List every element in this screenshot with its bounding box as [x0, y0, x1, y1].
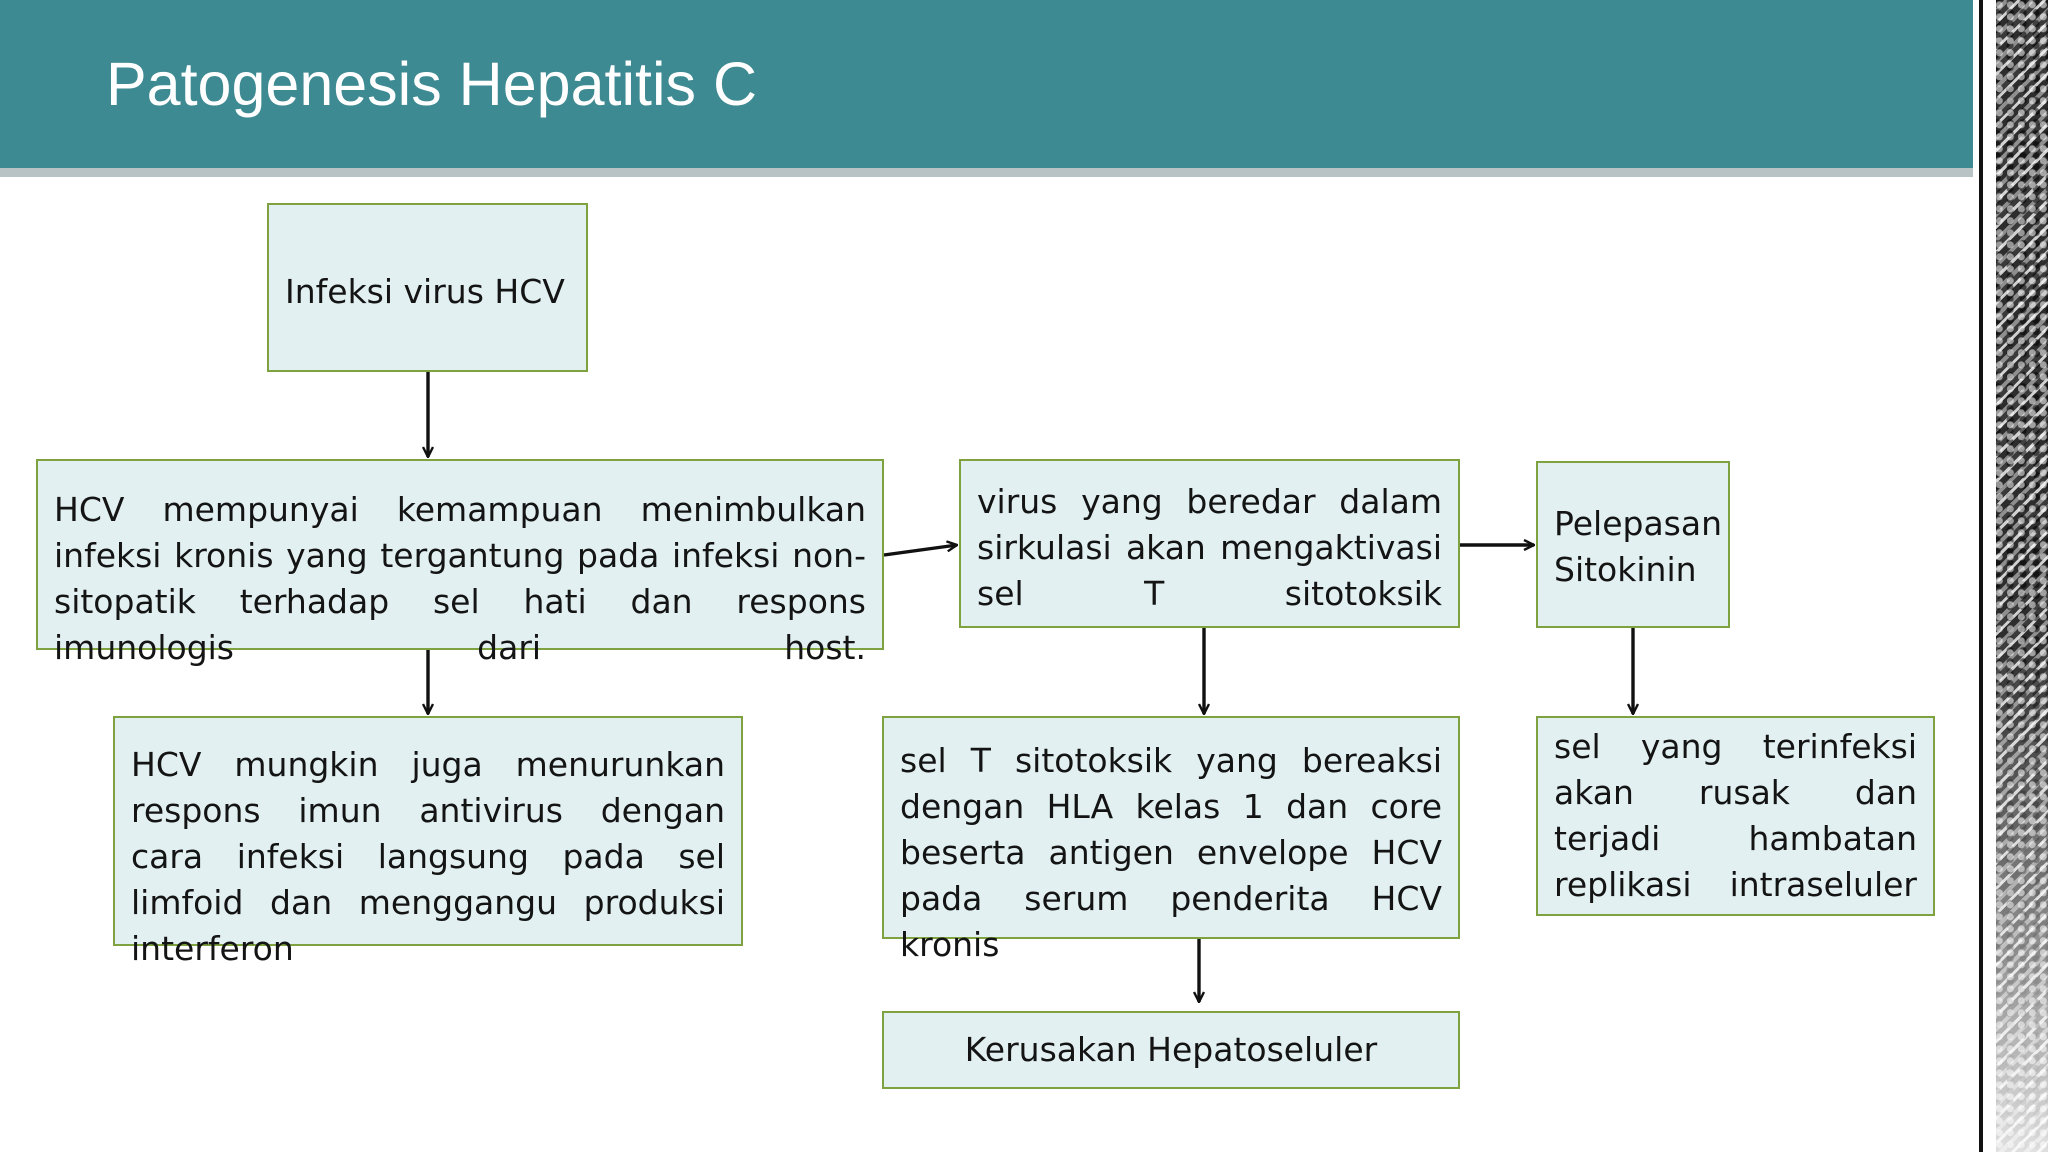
node-infeksi-virus-hcv [267, 203, 588, 372]
node-sel-terinfeksi-text: sel yang terinfeksi akan rusak dan terjadi hambatan replikasi intraseluler [1554, 727, 1917, 904]
arrow-kemampuan-to-virus [884, 545, 957, 555]
node-sel-terinfeksi [1536, 716, 1935, 916]
node-hcv-menurunkan-text: HCV mungkin juga menurunkan respons imun antivirus dengan cara infeksi langsung pada sel limfoid dan menggangu produksi interferon [131, 745, 725, 968]
slide-title: Patogenesis Hepatitis C [106, 50, 758, 118]
node-infeksi-virus-hcv-text: Infeksi virus HCV [285, 272, 565, 311]
node-kerusakan-hepatoseluler-text: Kerusakan Hepatoseluler [964, 1030, 1378, 1069]
node-pelepasan-sitokinin [1536, 461, 1730, 628]
node-pelepasan-sitokinin-text: Pelepasan Sitokinin [1554, 504, 1722, 589]
node-hcv-kemampuan [36, 459, 884, 667]
slide-right-edge-line [1979, 0, 1983, 1152]
node-hcv-kemampuan-text: HCV mempunyai kemampuan menimbulkan infeksi kronis yang tergantung pada infeksi non-sitopatik terhadap sel hati dan respons imunologis dari host. [54, 490, 866, 667]
node-sel-t-sitotoksik [882, 716, 1460, 964]
node-virus-beredar [959, 459, 1460, 628]
decorative-pattern-fade [1996, 0, 2048, 1152]
node-sel-t-sitotoksik-text: sel T sitotoksik yang bereaksi dengan HLA kelas 1 dan core beserta antigen envelope HCV pada serum penderita HCV kronis [900, 741, 1442, 964]
node-virus-beredar-text: virus yang beredar dalam sirkulasi akan mengaktivasi sel T sitotoksik [977, 482, 1442, 613]
node-hcv-menurunkan [113, 716, 743, 968]
node-kerusakan-hepatoseluler [882, 1011, 1460, 1089]
